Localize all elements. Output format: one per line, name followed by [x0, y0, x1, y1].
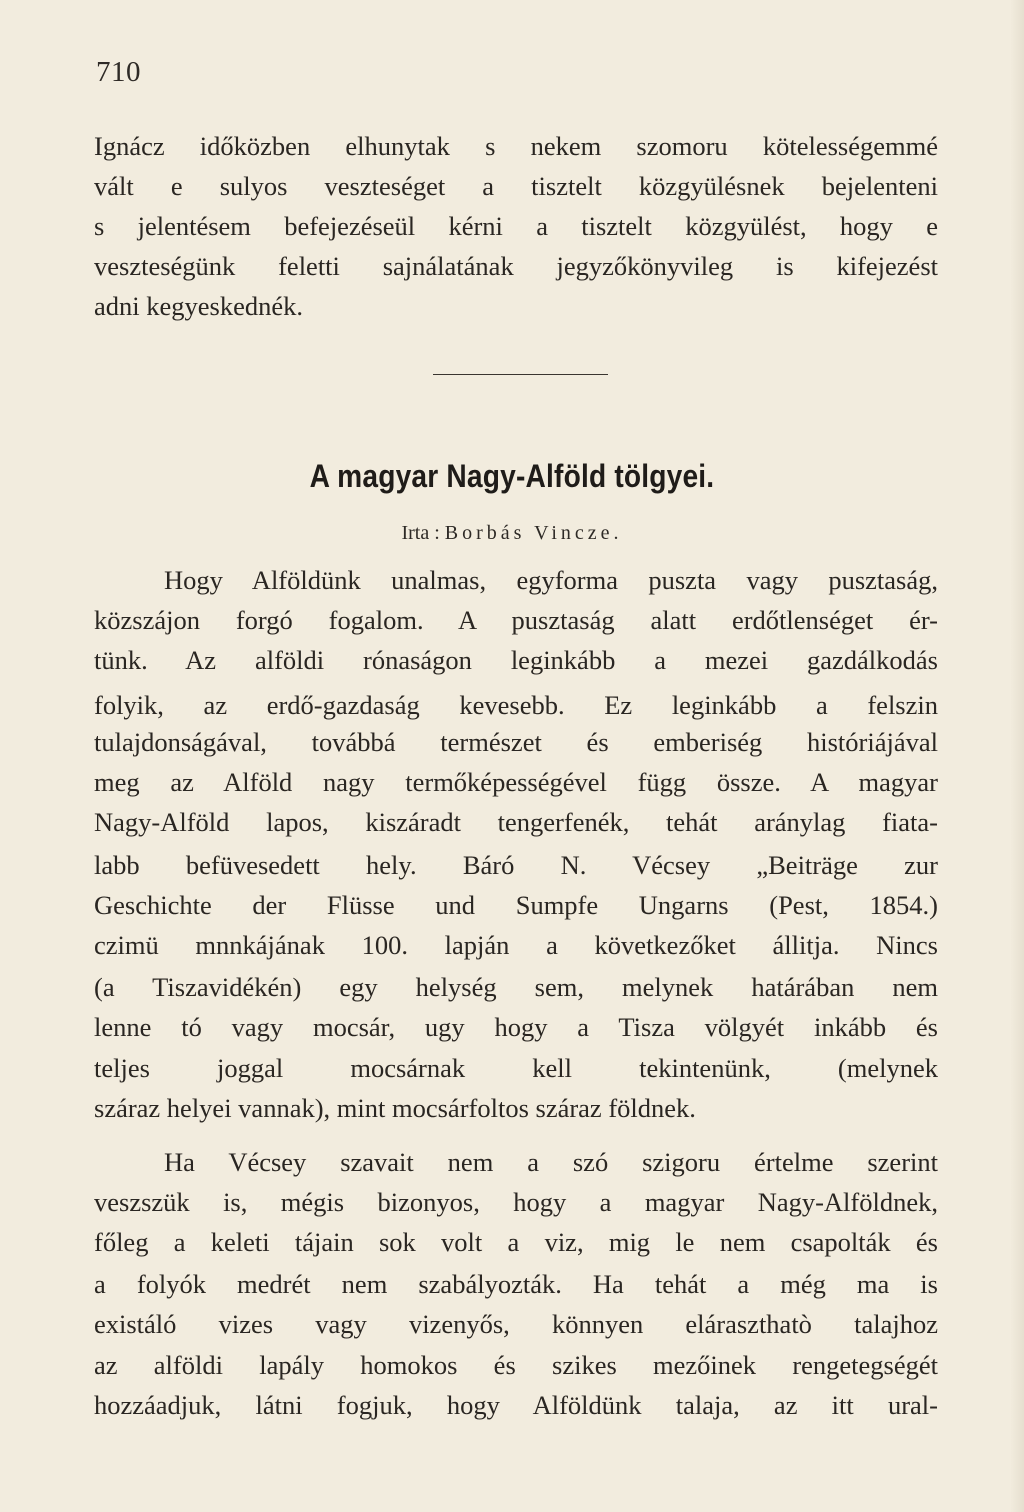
text-line: Geschichte der Flüsse und Sumpfe Ungarns (Pest, 1854.)	[94, 890, 938, 920]
section-divider	[433, 374, 608, 375]
text-line: folyik, az erdő-gazdaság kevesebb. Ez leginkább a felszin	[94, 690, 938, 720]
text-line: existáló vizes vagy vizenyős, könnyen eláraszthatò talajhoz	[94, 1309, 938, 1339]
text-line: adni kegyeskednék.	[94, 291, 303, 321]
text-line: (a Tiszavidékén) egy helység sem, melynek határában nem	[94, 972, 938, 1002]
text-line: a folyók medrét nem szabályozták. Ha tehát a még ma is	[94, 1269, 938, 1299]
page-edge-shadow	[1010, 0, 1024, 1512]
text-line: veszteségünk feletti sajnálatának jegyzőkönyvileg is kifejezést	[94, 251, 938, 281]
text-line: Ignácz időközben elhunytak s nekem szomoru kötelességemmé	[94, 131, 938, 161]
text-line: meg az Alföld nagy termőképességével függ össze. A magyar	[94, 767, 938, 797]
text-line: az alföldi lapály homokos és szikes mezőinek rengetegségét	[94, 1350, 938, 1380]
byline-prefix: Irta :	[401, 522, 440, 544]
byline-author: Borbás Vincze.	[444, 522, 623, 544]
text-line: közszájon forgó fogalom. A pusztaság alatt erdőtlenséget ér-	[94, 605, 938, 635]
text-line: teljes joggal mocsárnak kell tekintenünk, (melynek	[94, 1053, 938, 1083]
text-line: czimü mnnkájának 100. lapján a következőket állitja. Nincs	[94, 930, 938, 960]
text-line: Hogy Alföldünk unalmas, egyforma puszta vagy pusztaság,	[164, 565, 938, 595]
text-line: hozzáadjuk, látni fogjuk, hogy Alföldünk talaja, az itt ural-	[94, 1390, 938, 1420]
text-line: lenne tó vagy mocsár, ugy hogy a Tisza völgyét inkább és	[94, 1012, 938, 1042]
text-line: főleg a keleti tájain sok volt a viz, mig le nem csapolták és	[94, 1227, 938, 1257]
text-line: tünk. Az alföldi rónaságon leginkább a mezei gazdálkodás	[94, 645, 938, 675]
text-line: vált e sulyos veszteséget a tisztelt közgyülésnek bejelenteni	[94, 171, 938, 201]
text-line: labb befüvesedett hely. Báró N. Vécsey „Beiträge zur	[94, 850, 938, 880]
text-line: s jelentésem befejezéseül kérni a tisztelt közgyülést, hogy e	[94, 211, 938, 241]
article-byline	[0, 522, 1024, 545]
text-line: veszszük is, mégis bizonyos, hogy a magyar Nagy-Alföldnek,	[94, 1187, 938, 1217]
article-title: A magyar Nagy-Alföld tölgyei.	[309, 458, 715, 494]
text-line: Nagy-Alföld lapos, kiszáradt tengerfenék, tehát aránylag fiata-	[94, 807, 938, 837]
text-line: száraz helyei vannak), mint mocsárfoltos száraz földnek.	[94, 1093, 696, 1123]
page-number: 710	[96, 56, 141, 88]
text-line: tulajdonságával, továbbá természet és emberiség históriájával	[94, 727, 938, 757]
text-line: Ha Vécsey szavait nem a szó szigoru értelme szerint	[164, 1147, 938, 1177]
